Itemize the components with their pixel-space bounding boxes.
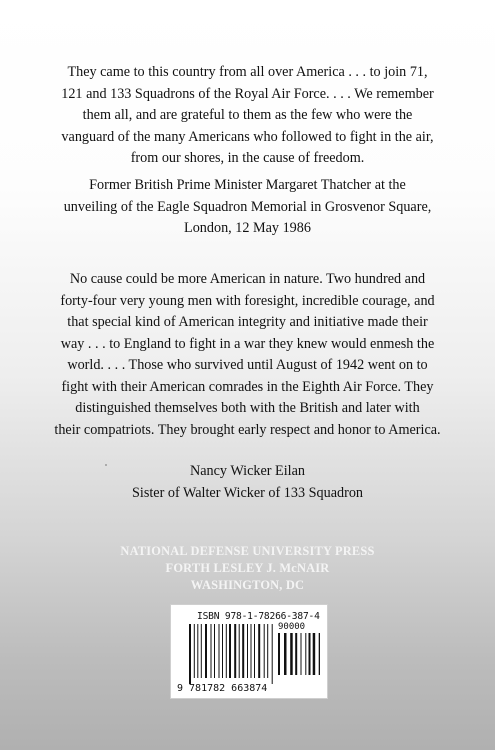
addon-barcode-bars: [278, 633, 320, 681]
barcode-bar: [309, 633, 311, 675]
quote-line: 121 and 133 Squadrons of the Royal Air Force. . . . We remember: [61, 85, 434, 102]
isbn-label: ISBN 978-1-78266-387-4: [197, 611, 320, 622]
isbn-barcode: [170, 604, 328, 699]
barcode-bar: [305, 633, 306, 675]
attribution-line: unveiling of the Eagle Squadron Memorial in Grosvenor Square,: [63, 198, 432, 215]
quote-line: No cause could be more American in nature. Two hundred and: [69, 271, 426, 287]
barcode-bar: [194, 624, 195, 678]
quote-line: their compatriots. They brought early respect and honor to America.: [54, 421, 441, 438]
barcode-bar: [229, 624, 231, 678]
attribution-line: Sister of Walter Wicker of 133 Squadron: [131, 484, 364, 501]
barcode-bar: [254, 624, 255, 678]
opening-quote: [0, 62, 495, 170]
barcode-bar: [201, 624, 202, 678]
barcode-bar: [290, 633, 293, 675]
barcode-bar: [226, 624, 227, 678]
ean-barcode-bars: [189, 624, 275, 684]
barcode-bar: [189, 624, 191, 684]
barcode-bar: [242, 624, 244, 678]
barcode-bar: [205, 624, 207, 678]
barcode-bar: [251, 624, 252, 678]
attribution-line: Former British Prime Minister Margaret Thatcher at the: [89, 177, 406, 193]
quote-line: fight with their American comrades in the Eighth Air Force. They: [61, 378, 434, 395]
attribution-line: Nancy Wicker Eilan: [190, 463, 305, 479]
barcode-bar: [214, 624, 215, 678]
barcode-bar: [264, 624, 265, 678]
barcode-bar: [267, 624, 268, 678]
barcode-bar: [301, 633, 302, 675]
barcode-bar: [197, 624, 198, 678]
barcode-bar: [284, 633, 287, 675]
barcode-bar: [247, 624, 248, 678]
barcode-bar: [313, 633, 316, 675]
publisher-line: FORTH LESLEY J. McNAIR: [165, 561, 330, 575]
second-quote: [0, 269, 495, 441]
quote-line: that special kind of American integrity and initiative made their: [67, 314, 428, 330]
quote-line: vanguard of the many Americans who followed to fight in the air,: [61, 128, 434, 145]
barcode-bar: [272, 624, 273, 684]
addon-code: 90000: [278, 622, 306, 632]
barcode-digits: 9 781782 663874: [177, 683, 268, 694]
quote-line: They came to this country from all over America . . . to join 71,: [67, 64, 428, 80]
thatcher-attribution: [0, 175, 495, 240]
barcode-bar: [278, 633, 280, 675]
barcode-bar: [234, 624, 236, 678]
barcode-bar: [258, 624, 260, 678]
barcode-bar: [319, 633, 320, 675]
quote-line: world. . . . Those who survived until August of 1942 went on to: [67, 357, 428, 373]
barcode-bar: [219, 624, 220, 678]
barcode-bar: [222, 624, 223, 678]
quote-line: from our shores, in the cause of freedom.: [130, 150, 365, 166]
publisher-line: NATIONAL DEFENSE UNIVERSITY PRESS: [120, 544, 375, 558]
eilan-attribution: [0, 461, 495, 504]
barcode-bar: [211, 624, 212, 678]
quote-line: way . . . to England to fight in a war they knew would enmesh the: [60, 335, 435, 352]
publisher-block: [0, 543, 495, 594]
quote-line: distinguished themselves both with the British and later with: [75, 400, 420, 416]
publisher-line: WASHINGTON, DC: [190, 578, 305, 592]
barcode-bar: [239, 624, 240, 678]
quote-line: forty-four very young men with foresight, incredible courage, and: [60, 292, 435, 309]
attribution-line: London, 12 May 1986: [184, 220, 311, 236]
quote-line: them all, and are grateful to them as the few who were the: [82, 107, 413, 123]
barcode-bar: [295, 633, 297, 675]
